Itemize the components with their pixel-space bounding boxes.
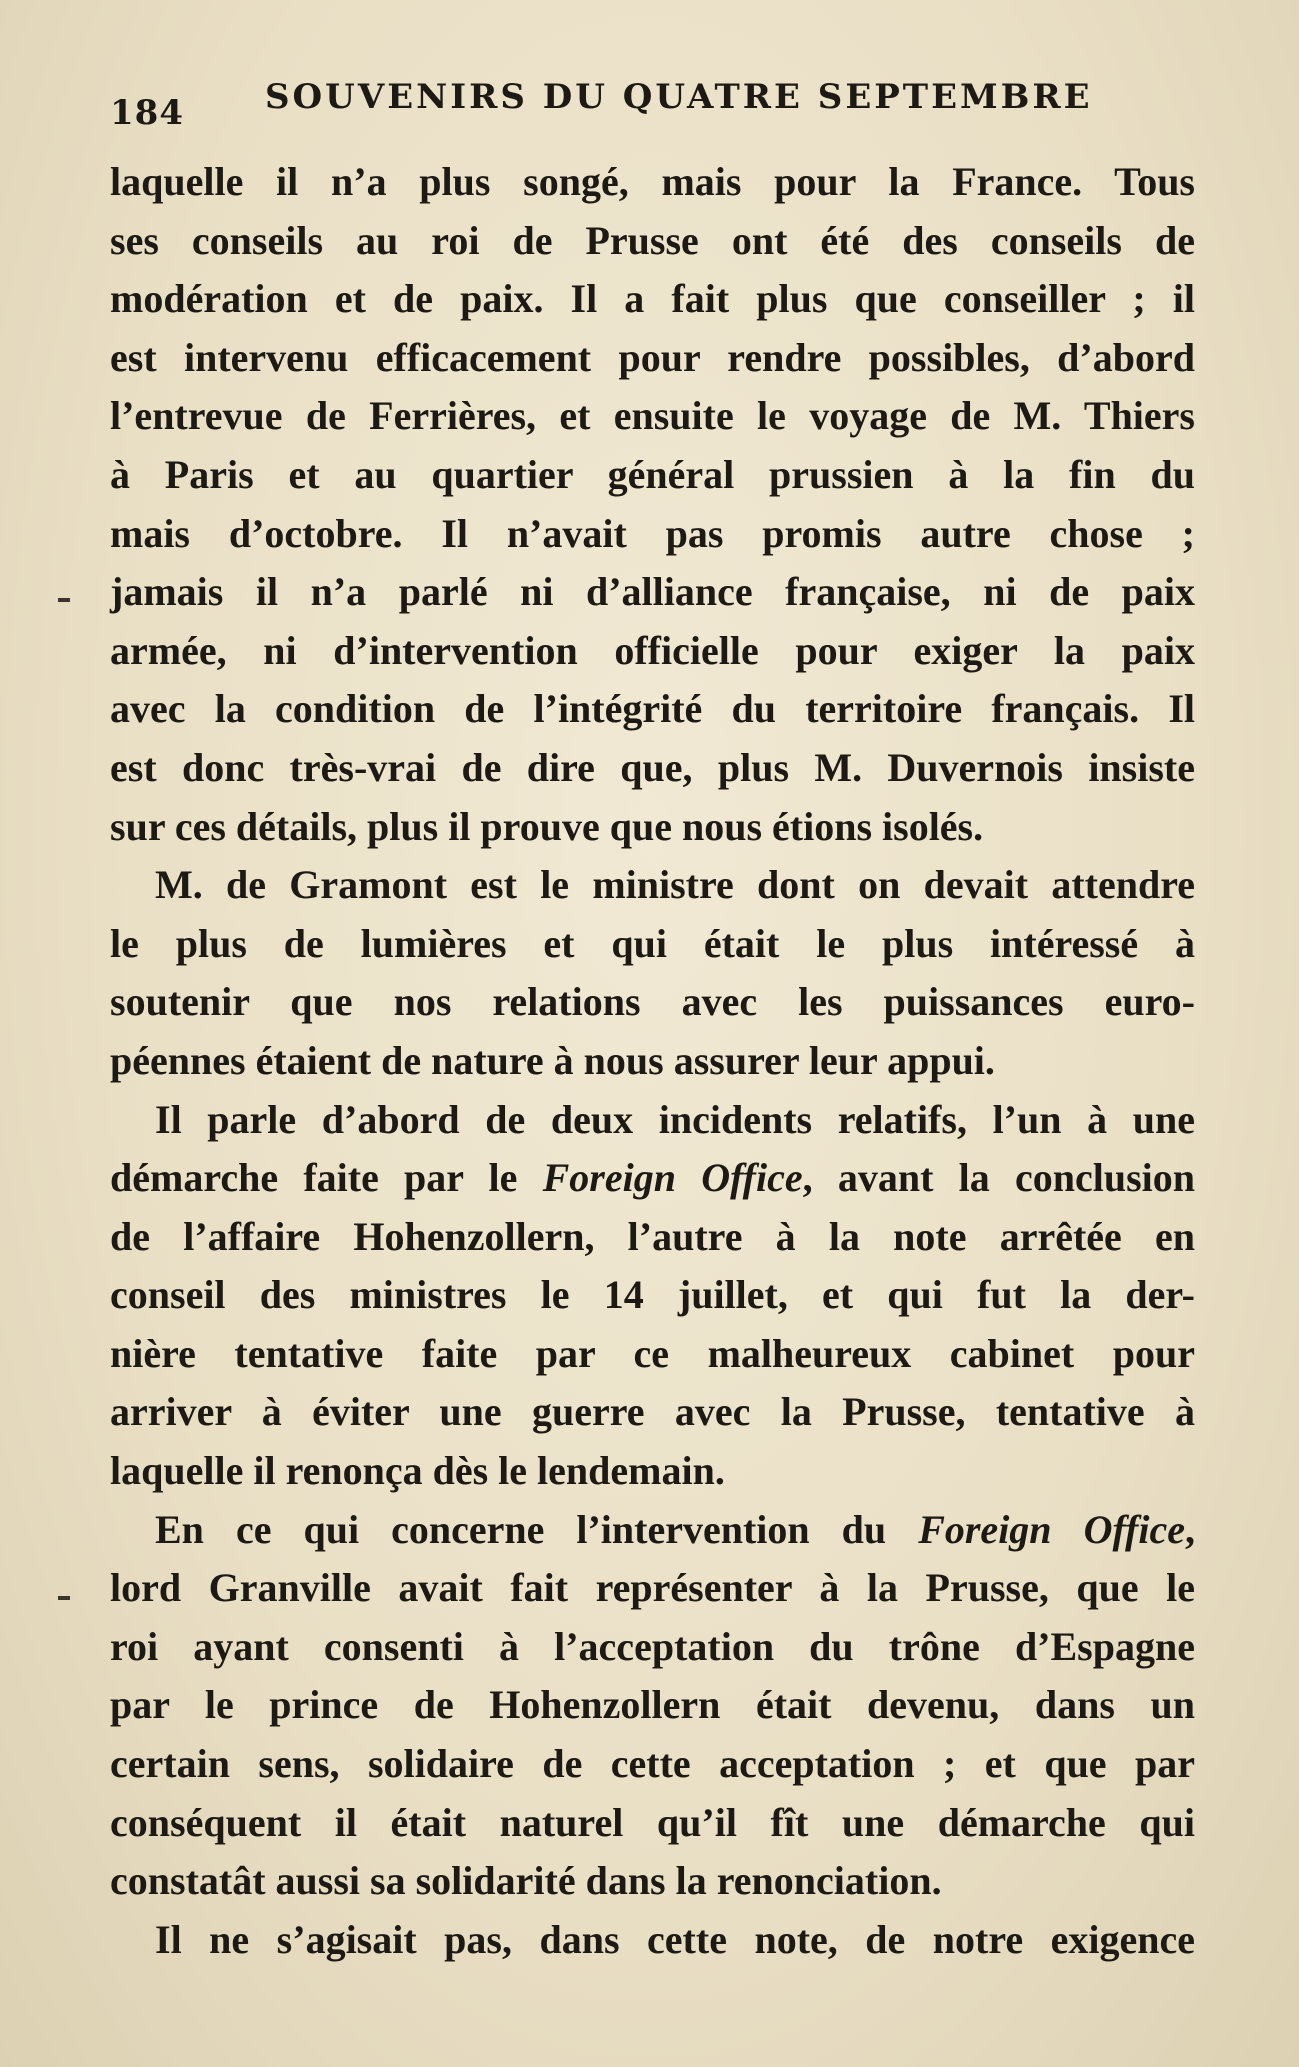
text-line: le plus de lumières et qui était le plus intéressé à [110,920,1195,966]
text-line: soutenir que nos relations avec les puissances euro- [110,979,1195,1025]
text-line: arriver à éviter une guerre avec la Prusse, tentative à [110,1389,1195,1435]
text-line: est donc très-vrai de dire que, plus M. Duvernois insiste [110,744,1195,790]
text-line: Il parle d’abord de deux incidents relatifs, l’un à une [155,1096,1195,1142]
text-line: Il ne s’agisait pas, dans cette note, de notre exigence [155,1916,1195,1962]
text-line: est intervenu efficacement pour rendre possibles, d’abord [110,334,1195,380]
text-line: de l’affaire Hohenzollern, l’autre à la note arrêtée en [110,1213,1195,1259]
text-line: conséquent il était naturel qu’il fît une démarche qui [110,1799,1195,1845]
running-head [110,55,1203,135]
text-line: ses conseils au roi de Prusse ont été des conseils de [110,217,1195,263]
text-line: laquelle il renonça dès le lendemain. [110,1448,725,1494]
page-number: 184 [110,93,184,133]
text-line: l’entrevue de Ferrières, et ensuite le voyage de M. Thiers [110,393,1195,439]
text-line: démarche faite par le Foreign Office, avant la conclusion [110,1155,1195,1201]
margin-mark [58,598,70,602]
text-line: à Paris et au quartier général prussien à la fin du [110,451,1195,497]
text-line: mais d’octobre. Il n’avait pas promis autre chose ; [110,510,1195,556]
text-line: sur ces détails, plus il prouve que nous étions isolés. [110,803,984,849]
text-line: par le prince de Hohenzollern était devenu, dans un [110,1682,1195,1728]
margin-mark [58,1596,70,1600]
text-line: lord Granville avait fait représenter à la Prusse, que le [110,1565,1195,1611]
text-line: modération et de paix. Il a fait plus que conseiller ; il [110,276,1195,322]
text-line: péennes étaient de nature à nous assurer leur appui. [110,1037,995,1083]
text-line: M. de Gramont est le ministre dont on devait attendre [155,862,1195,908]
text-line: laquelle il n’a plus songé, mais pour la France. Tous [110,159,1195,204]
running-title: SOUVENIRS DU QUATRE SEPTEMBRE [265,77,1093,117]
text-line: certain sens, solidaire de cette acceptation ; et que par [110,1741,1195,1787]
text-line: constatât aussi sa solidarité dans la renonciation. [110,1858,942,1904]
text-line: En ce qui concerne l’intervention du Foreign Office, [155,1506,1195,1552]
text-line: jamais il n’a parlé ni d’alliance française, ni de paix [110,569,1195,615]
body-text [110,153,1195,1969]
text-line: roi ayant consenti à l’acceptation du trône d’Espagne [110,1623,1195,1669]
text-line: armée, ni d’intervention officielle pour exiger la paix [110,627,1195,673]
text-line: avec la condition de l’intégrité du territoire français. Il [110,686,1195,732]
text-line: nière tentative faite par ce malheureux cabinet pour [110,1330,1195,1376]
text-line: conseil des ministres le 14 juillet, et qui fut la der- [110,1272,1195,1318]
